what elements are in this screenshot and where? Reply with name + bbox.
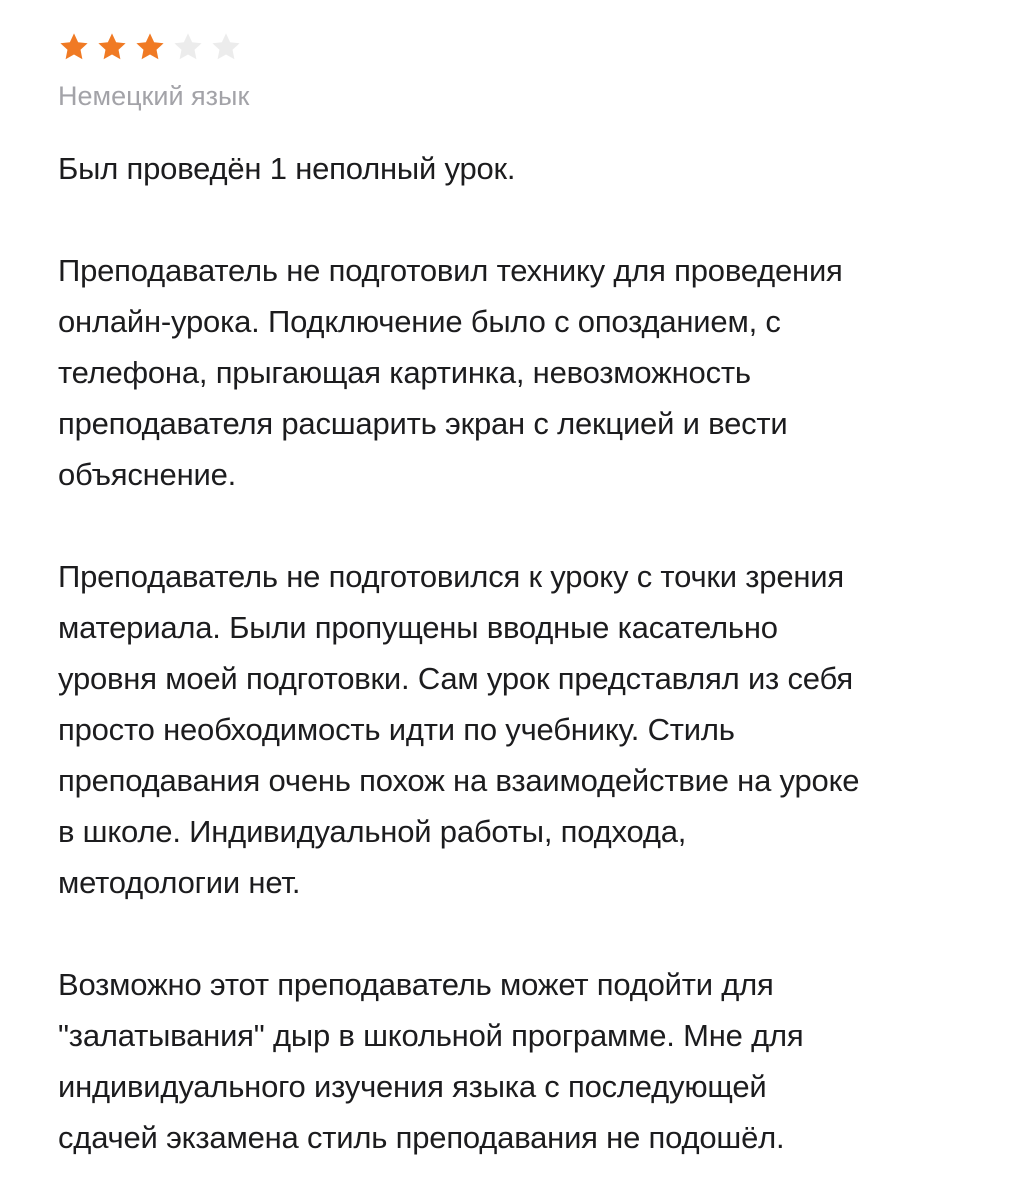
star-rating — [58, 28, 998, 66]
star-icon-1 — [58, 31, 90, 63]
review-paragraph: Преподаватель не подготовился к уроку с точки зрения материала. Были пропущены вводные касательно уровня моей подготовки. Сам урок представлял из себя просто необходимость идти по учебнику. Стиль преподавания очень похож на взаимодействие на уроке в школе. Индивидуальной работы, подхода, методологии нет. — [58, 559, 860, 900]
star-icon-5 — [210, 31, 242, 63]
star-icon-3 — [134, 31, 166, 63]
review-text — [58, 143, 998, 1163]
review-card — [58, 28, 998, 1163]
review-paragraph: Преподаватель не подготовил технику для проведения онлайн-урока. Подключение было с опозданием, с телефона, прыгающая картинка, невозможность преподавателя расшарить экран с лекцией и вести объяснение. — [58, 253, 843, 492]
star-icon-2 — [96, 31, 128, 63]
review-paragraph: Был проведён 1 неполный урок. — [58, 151, 516, 186]
review-paragraph: Возможно этот преподаватель может подойти для "залатывания" дыр в школьной программе. Мне для индивидуального изучения языка с последующей сдачей экзамена стиль преподавания не подошёл. — [58, 967, 804, 1155]
star-icon-4 — [172, 31, 204, 63]
review-subject: Немецкий язык — [58, 81, 250, 111]
